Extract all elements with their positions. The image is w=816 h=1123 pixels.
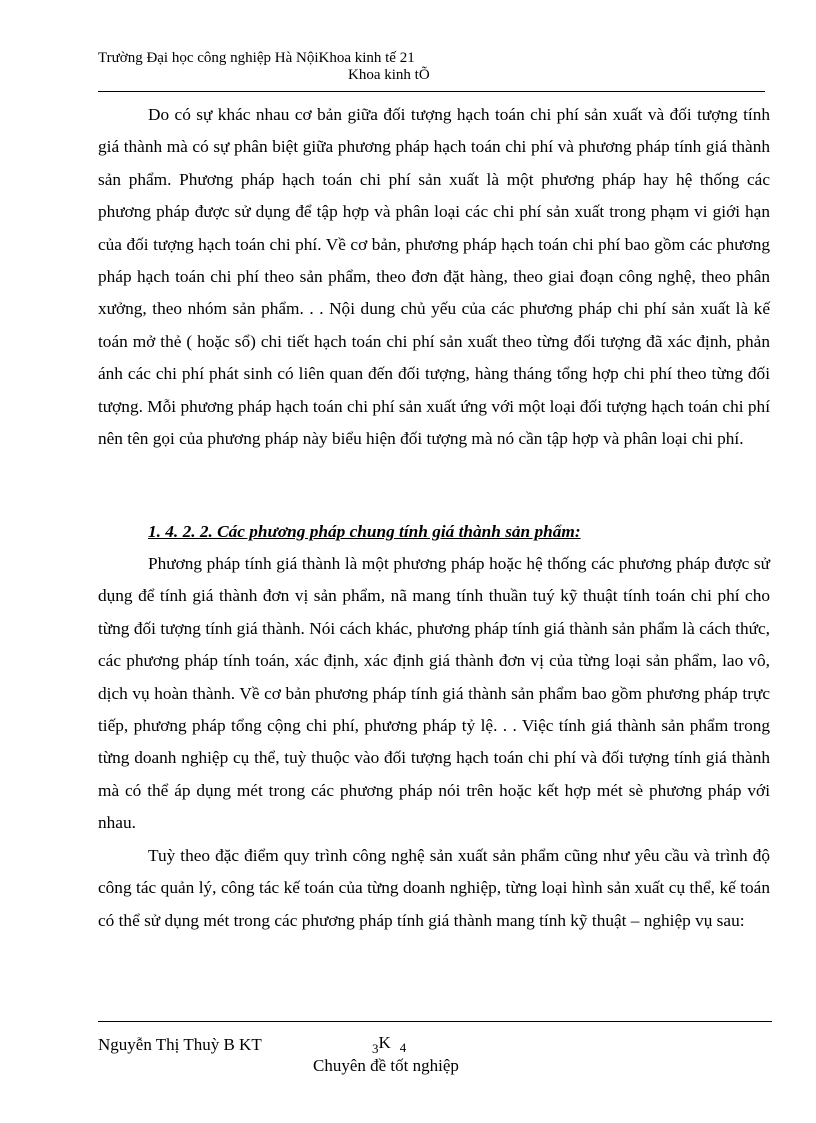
paragraph-technical-methods-intro: Tuỳ theo đặc điểm quy trình công nghệ sản xuất sản phẩm cũng như yêu cầu và trình độ công tác quản lý, công tác kế toán của từng doanh nghiệp, từng loại hình sản xuất cụ thể, kế toán có thể sử dụng mét trong các phương pháp tính giá thành mang tính kỹ thuật – nghiệp vụ sau: (98, 846, 770, 930)
footer-class-subscript: 3 (372, 1041, 379, 1056)
header-school-name: Trường Đại học công nghiệp Hà NộiKhoa kinh tế 21 (98, 50, 415, 66)
footer-class-code (372, 1033, 407, 1056)
footer-divider (98, 1021, 772, 1022)
footer-author: Nguyễn Thị Thuỳ B KT (98, 1035, 262, 1054)
footer-class-letter: K (378, 1033, 391, 1052)
paragraph-cost-accounting-methods: Do có sự khác nhau cơ bản giữa đối tượng hạch toán chi phí sản xuất và đối tượng tính giá thành mà có sự phân biệt giữa phương pháp hạch toán chi phí và phương pháp tính giá thành sản phẩm. Phương pháp hạch toán chi phí sản xuất là một phương pháp hay hệ thống các phương pháp được sử dụng để tập hợp và phân loại các chi phí sản xuất trong phạm vi giới hạn của đối tượng hạch toán chi phí. Về cơ bản, phương pháp hạch toán chi phí bao gồm các phương pháp hạch toán chi phí theo sản phẩm, theo đơn đặt hàng, theo giai đoạn công nghệ, theo phân xưởng, theo nhóm sản phẩm. . . Nội dung chủ yếu của các phương pháp chi phí sản xuất là kế toán mở thẻ ( hoặc sổ) chi tiết hạch toán chi phí sản xuất theo từng đối tượng đã xác định, phản ánh các chi phí phát sinh có liên quan đến đối tượng, hàng tháng tổng hợp chi phí theo từng đối tượng. Mỗi phương pháp hạch toán chi phí sản xuất ứng với một loại đối tượng hạch toán chi phí nên tên gọi của phương pháp này biểu hiện đối tượng mà nó cần tập hợp và phân loại chi phí. (98, 105, 770, 449)
paragraph-costing-methods: Phương pháp tính giá thành là một phương pháp hoặc hệ thống các phương pháp được sử dụng để tính giá thành đơn vị sản phẩm, nã mang tính thuần tuý kỹ thuật tính toán chi phí cho từng đối tượng tính giá thành. Nói cách khác, phương pháp tính giá thành sản phẩm là cách thức, các phương pháp tính toán, xác định, xác định giá thành đơn vị của từng loại sản phẩm, lao vô, dịch vụ hoàn thành. Về cơ bản phương pháp tính giá thành sản phẩm bao gồm phương pháp trực tiếp, phương pháp tổng cộng chi phí, phương pháp tỷ lệ. . . Việc tính giá thành sản phẩm trong từng doanh nghiệp cụ thể, tuỳ thuộc vào đối tượng hạch toán chi phí và đối tượng tính giá thành mà có thể áp dụng mét trong các phương pháp nói trên hoặc kết hợp mét sè phương pháp với nhau. (98, 554, 770, 833)
header-divider (98, 91, 765, 92)
header-faculty: Khoa kinh tÕ (348, 67, 430, 83)
footer-document-title: Chuyên đề tốt nghiệp (313, 1056, 459, 1075)
section-heading: 1. 4. 2. 2. Các phương pháp chung tính giá thành sản phẩm: (148, 522, 581, 541)
footer-page-number: 4 (399, 1040, 407, 1055)
